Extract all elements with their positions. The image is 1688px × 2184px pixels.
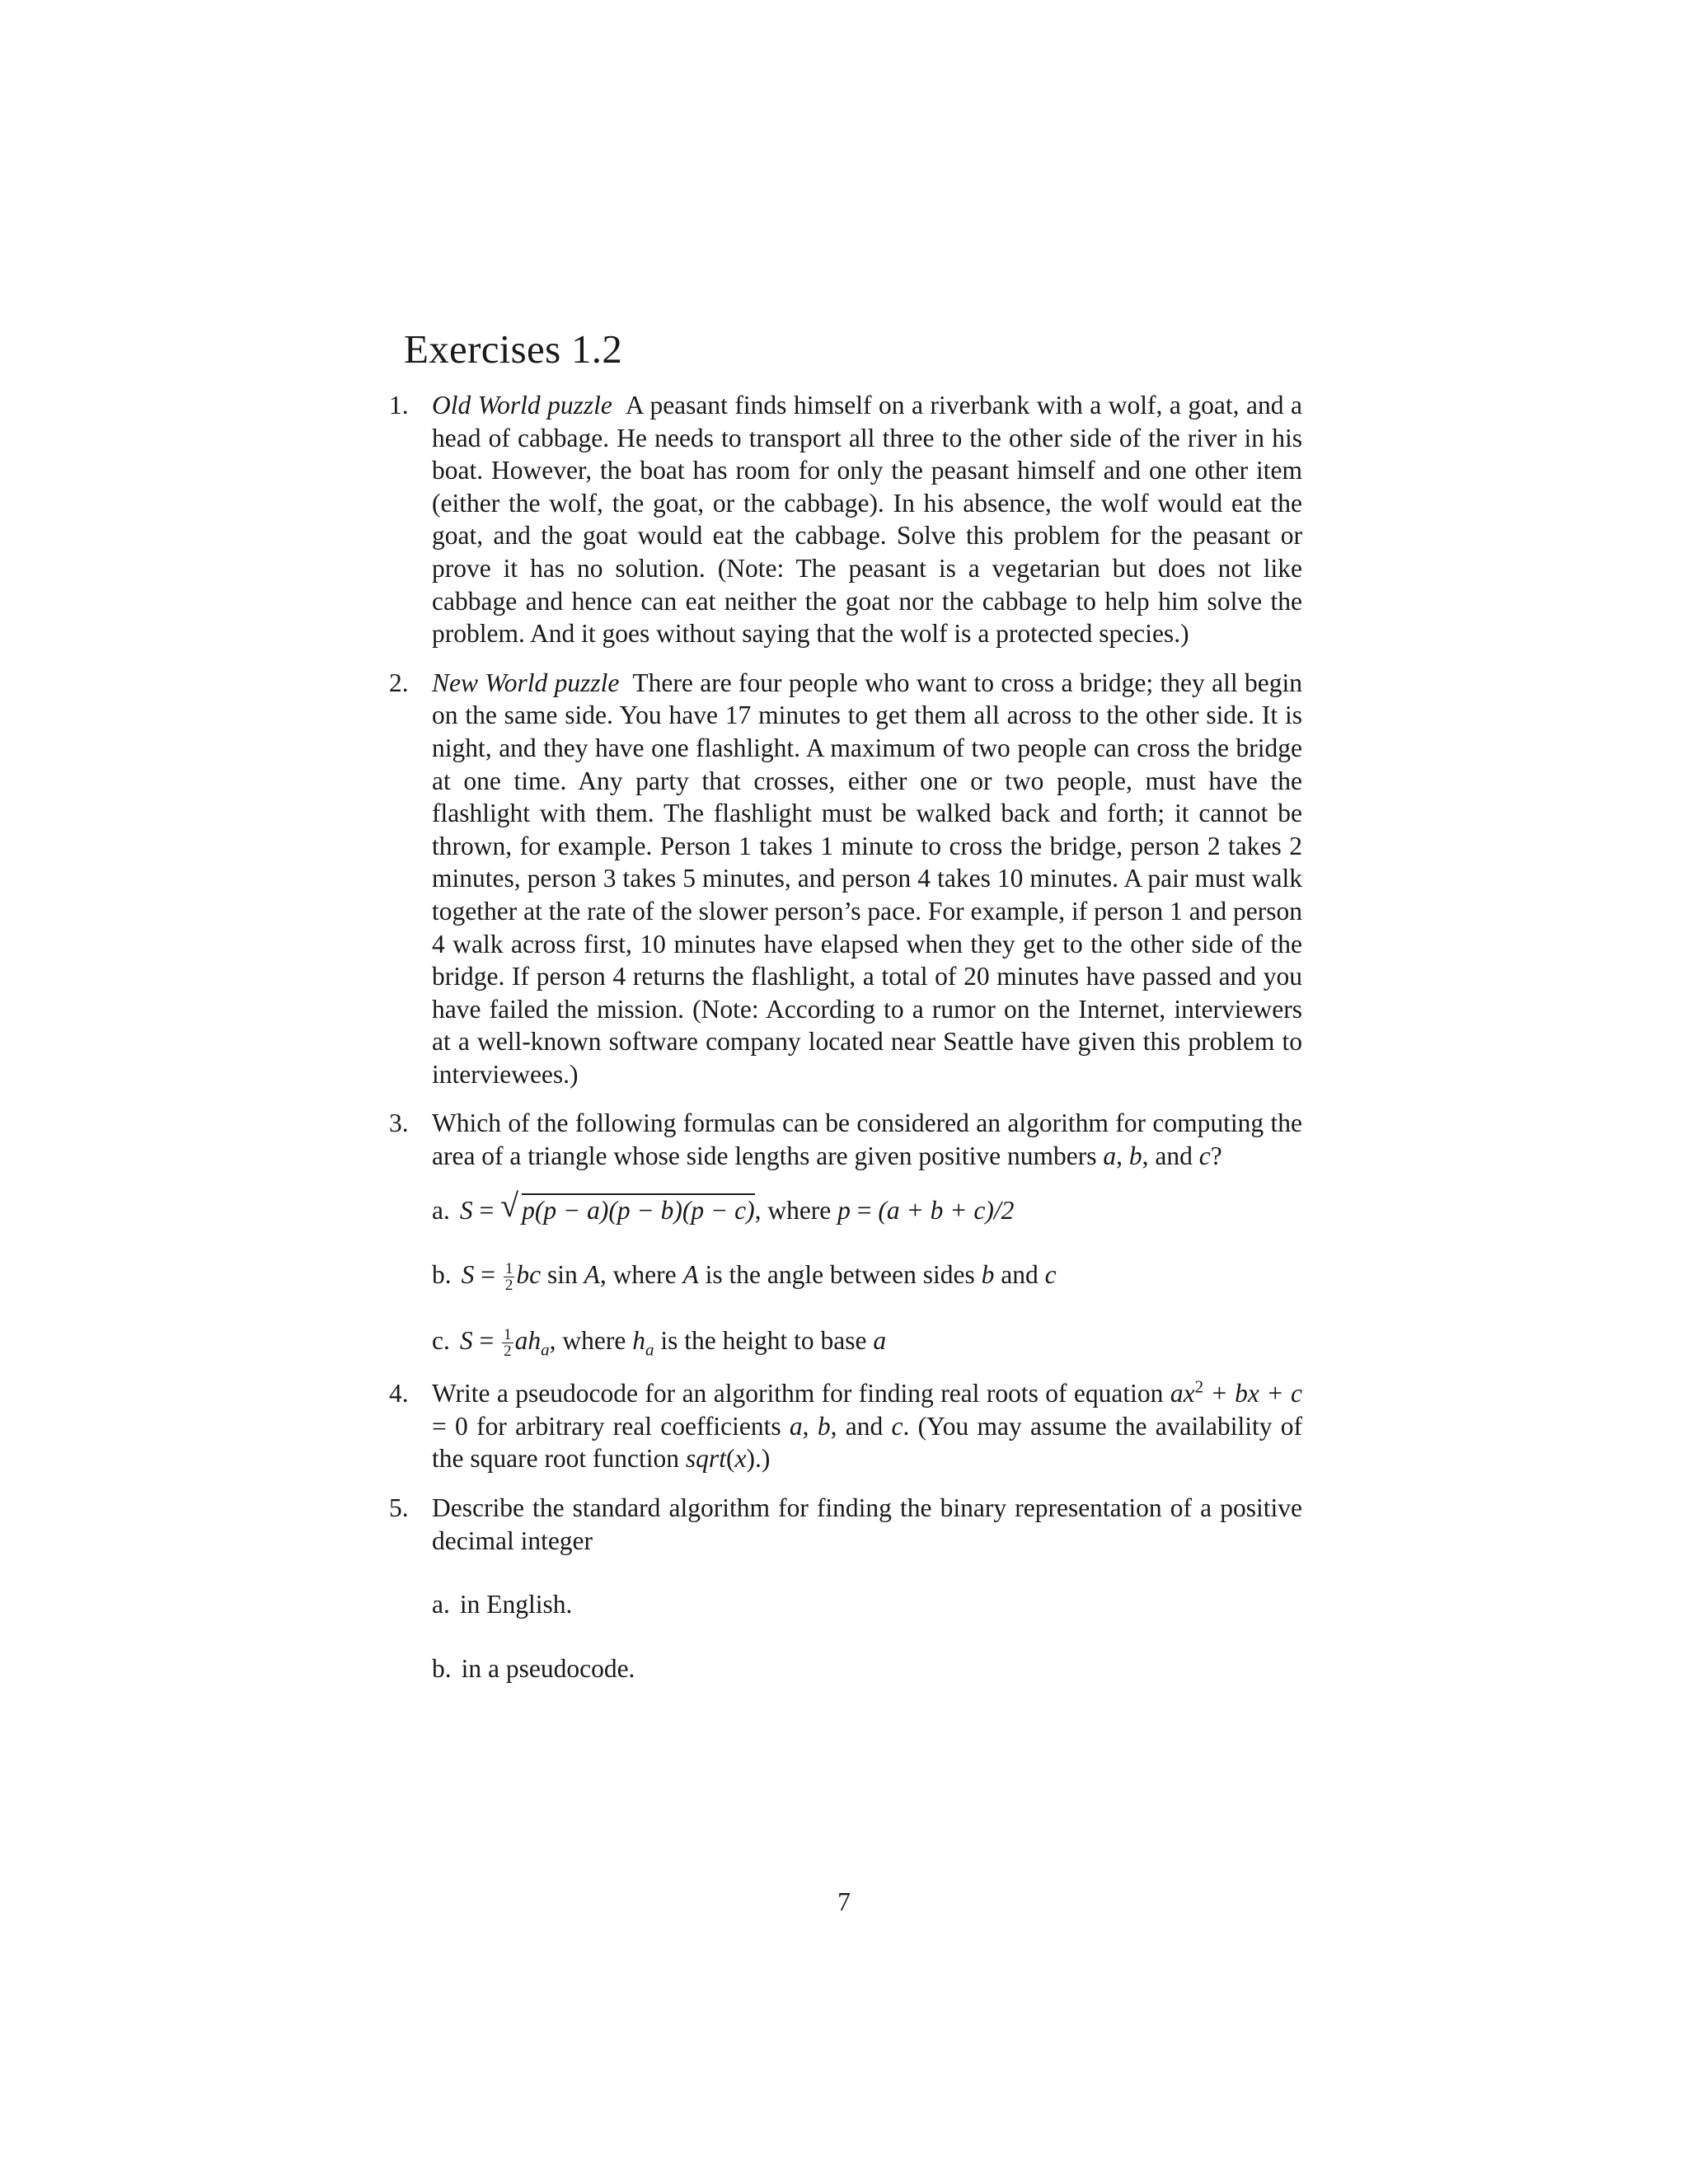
math-var: S — [459, 1325, 473, 1355]
text-end: .) — [754, 1444, 771, 1474]
page-number: 7 — [837, 1887, 851, 1916]
math-var: a — [789, 1411, 803, 1441]
exercise-number: 1. — [389, 391, 409, 419]
option-text: and — [994, 1259, 1045, 1289]
math-var: x — [734, 1444, 747, 1474]
math-expression: ax — [1170, 1379, 1195, 1408]
exercise-number: 3. — [389, 1108, 409, 1138]
exercise-number: 4. — [389, 1379, 409, 1408]
option-label: a. — [432, 1590, 450, 1619]
math-subscript: a — [645, 1339, 654, 1360]
math-var: a — [1103, 1141, 1117, 1171]
option-text: in English. — [459, 1590, 573, 1619]
exercise-text: A peasant finds himself on a riverbank with a wolf, a goat, and a head of cabbage. He needs to transport all three to the other side of the river in his boat. However, the boat has room for only the peasant himself and one other item (either the wolf, the goat, or the cabbage). In his absence, the wolf would eat the goat, and the goat would eat the cabbage. Solve this problem for the peasant or prove it has no solution. (Note: The peasant is a vegetarian but does not like cabbage and hence can eat neither the goat nor the cabbage to help him solve the problem. And it goes without saying that the wolf is a protected species.) — [432, 391, 1303, 649]
option-label: a. — [432, 1195, 450, 1225]
option-text: is the height to base — [654, 1325, 874, 1355]
exercise-text: Which of the following formulas can be considered an algorithm for computing the area of a triangle whose side lengths are given positive numbers — [432, 1108, 1302, 1171]
fraction — [504, 1261, 515, 1293]
exercise-1 — [389, 389, 1303, 650]
math-expression: + bx + c — [1203, 1379, 1302, 1408]
math-var: c — [891, 1411, 903, 1441]
exercise-5-option-b — [404, 1652, 1302, 1685]
math-paren: ( — [725, 1444, 735, 1474]
option-text: , where — [549, 1325, 633, 1355]
math-var: b — [1128, 1141, 1142, 1171]
math-var: c — [1198, 1141, 1211, 1171]
option-text: , where — [599, 1259, 683, 1289]
text-separator: , — [802, 1411, 818, 1441]
sqrt-icon: √ — [500, 1186, 519, 1224]
math-var: b — [817, 1411, 831, 1441]
option-label: c. — [432, 1325, 450, 1355]
math-op: = — [850, 1195, 879, 1225]
math-func: sqrt — [685, 1444, 726, 1474]
fraction-denominator: 2 — [504, 1276, 513, 1294]
sqrt-expression — [500, 1186, 755, 1227]
exercise-text: Write a pseudocode for an algorithm for finding real roots of equation — [432, 1379, 1170, 1408]
math-op: = — [472, 1195, 501, 1225]
math-var: b — [981, 1259, 995, 1289]
fraction — [502, 1327, 513, 1359]
section-title: Exercises 1.2 — [404, 326, 623, 372]
exercise-3-option-c — [404, 1324, 1302, 1359]
math-var: c — [1044, 1259, 1057, 1289]
option-label: b. — [432, 1654, 452, 1684]
math-expression: = 0 — [432, 1411, 468, 1441]
fraction-numerator: 1 — [504, 1259, 513, 1277]
text-separator: , — [1116, 1141, 1129, 1171]
math-var: a — [873, 1325, 887, 1355]
math-op: = — [472, 1325, 501, 1355]
exercise-text: Describe the standard algorithm for finding the binary representation of a positive decimal integer — [432, 1493, 1302, 1555]
option-text: , where — [754, 1195, 838, 1225]
exercise-2 — [389, 667, 1302, 1091]
option-text: in a pseudocode. — [461, 1654, 635, 1684]
option-label: b. — [432, 1259, 452, 1289]
math-var: A — [682, 1259, 699, 1289]
exercise-5 — [389, 1492, 1302, 1557]
exercise-number: 5. — [389, 1493, 409, 1522]
math-var: S — [461, 1259, 475, 1289]
math-var: p — [837, 1195, 851, 1225]
text-end: ? — [1210, 1141, 1222, 1171]
math-func: sin — [541, 1259, 584, 1289]
option-text: is the angle between sides — [698, 1259, 982, 1289]
math-var: h — [632, 1325, 645, 1355]
math-var: S — [459, 1195, 473, 1225]
math-paren: ) — [746, 1444, 755, 1474]
exercise-text: . (You may assume the availability of the square root function — [432, 1411, 1303, 1474]
fraction-denominator: 2 — [504, 1343, 512, 1361]
text-separator: , and — [830, 1411, 892, 1441]
fraction-numerator: 1 — [504, 1326, 512, 1344]
exercise-3-option-a — [404, 1186, 1302, 1227]
math-var: A — [584, 1259, 600, 1289]
exercise-3 — [389, 1107, 1302, 1172]
exercise-title: New World puzzle — [432, 668, 620, 697]
exercise-number: 2. — [389, 668, 409, 697]
math-expression: ah — [514, 1325, 542, 1355]
exercise-text: There are four people who want to cross a bridge; they all begin on the same side. You have 17 minutes to get them all across to the other side. It is night, and they have one flashlight. A maximum of two people can cross the bridge at one time. Any party that crosses, either one or two people, must have the flashlight with them. The flashlight must be walked back and forth; it cannot be thrown, for example. Person 1 takes 1 minute to cross the bridge, person 2 takes 2 minutes, person 3 takes 5 minutes, and person 4 takes 10 minutes. A pair must walk together at the rate of the slower person’s pace. For example, if person 1 and person 4 walk across first, 10 minutes have elapsed when they get to the other side of the bridge. If person 4 returns the flashlight, a total of 20 minutes have passed and you have failed the mission. (Note: According to a rumor on the Internet, interviewers at a well-known software company located near Seattle have given this problem to interviewees.) — [432, 668, 1302, 1089]
exercise-4 — [389, 1376, 1303, 1475]
exercise-3-option-b — [404, 1258, 1302, 1293]
exercise-title: Old World puzzle — [432, 391, 612, 419]
exercise-text: for arbitrary real coefficients — [467, 1411, 790, 1441]
math-op: = — [474, 1259, 502, 1289]
page-content — [389, 326, 1303, 1685]
math-expression: (a + b + c)/2 — [878, 1195, 1015, 1225]
math-superscript: 2 — [1194, 1376, 1204, 1397]
radicand: p(p − a)(p − b)(p − c) — [522, 1193, 754, 1225]
exercise-5-option-a — [404, 1588, 1302, 1621]
math-expression: bc — [516, 1259, 542, 1289]
text-separator: , and — [1142, 1141, 1199, 1171]
math-subscript: a — [541, 1339, 550, 1360]
